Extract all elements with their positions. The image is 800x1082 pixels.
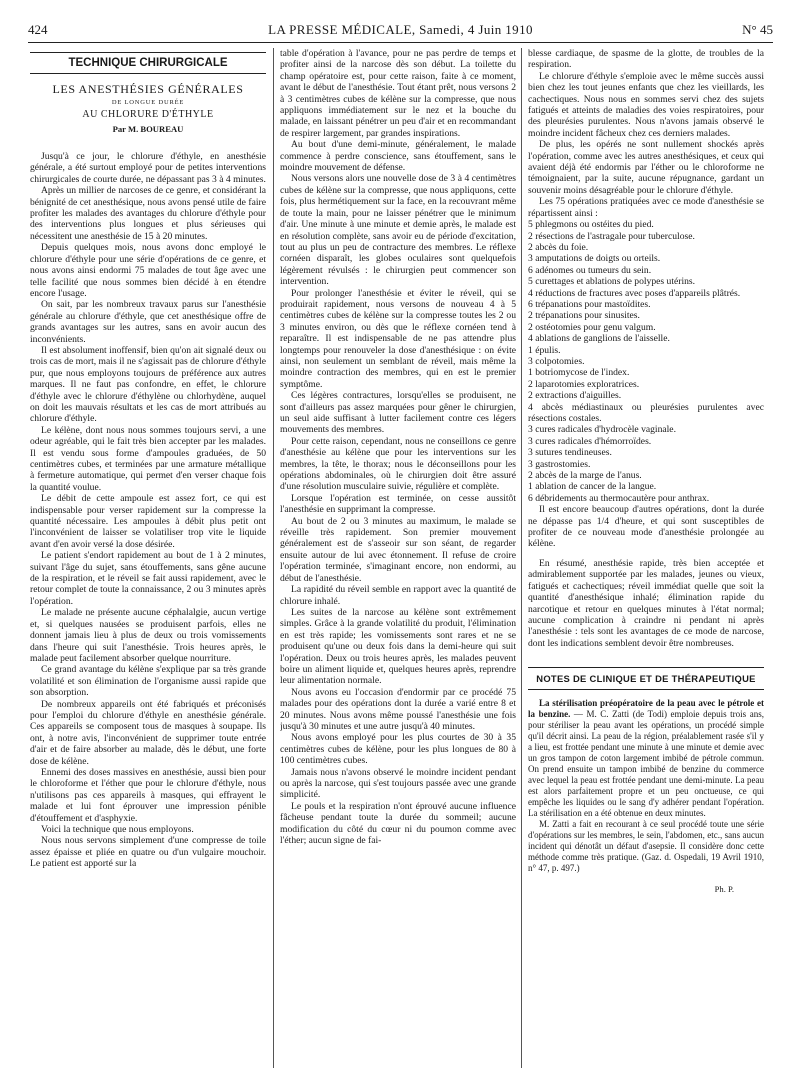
paragraph: table d'opération à l'avance, pour ne pas perdre de temps et profiter ainsi de la narcose dès son début. La toilette du champ opératoire est, pour cette raison, faite à ce moment, avant le début de l'anesthésie. Tout étant prêt, nous versons 2 à 3 centimètres cubes de kélène sur la compresse, que nous appliquons immédiatement sur le nez et la bouche du malade, en laissant pénétrer un peu d'air et en recommandant de respirer largement, par grandes inspirations.	[280, 48, 516, 139]
section-title: NOTES DE CLINIQUE ET DE THÉRAPEUTIQUE	[528, 667, 764, 689]
article-title: LES ANESTHÉSIES GÉNÉRALES	[52, 82, 244, 97]
list-item: 6 adénomes ou tumeurs du sein.	[528, 264, 652, 276]
paragraph: Le chlorure d'éthyle s'emploie avec le même succès aussi bien chez les tout jeunes enfants que chez les vieillards, les cachectiques. Nous nous en sommes servi chez des sujets fatigués et atteints de maladies des voies respiratoires, pour des pleurésies purulentes. Nous n'avons jamais observé le moindre incident fâcheux chez ces derniers malades.	[528, 70, 764, 139]
list-item: 3 sutures tendineuses.	[528, 447, 612, 459]
note-title: La stérilisation préopératoire de la peau avec le pétrole et la benzine.	[528, 697, 764, 719]
article-subtitle: AU CHLORURE D'ÉTHYLE	[82, 109, 214, 121]
page-header	[28, 22, 773, 42]
paragraph: blesse cardiaque, de spasme de la glotte, de troubles de la respiration.	[528, 48, 764, 71]
paragraph: Ce grand avantage du kélène s'explique par sa très grande volatilité et son élimination de l'organisme aussi rapide que son absorption.	[30, 664, 266, 699]
article-author: Par M. BOUREAU	[112, 123, 184, 134]
list-item: 2 trépanations pour sinusites.	[528, 310, 640, 322]
list-item: 1 épulis.	[528, 344, 561, 356]
paragraph: Le kélène, dont nous nous sommes toujours servi, a une odeur agréable, qui le fait très bien accepter par les malades. Il est vendu sous forme d'ampoules graduées, de 50 centimètres cubes, et terminées par une armature métallique à fermeture automatique, qui permet d'en verser chaque fois la quantité voulue.	[30, 424, 266, 493]
paragraph: Le pouls et la respiration n'ont éprouvé aucune influence fâcheuse pendant toute la durée du sommeil; aucune modification du côté du cœur ni du poumon comme avec l'éther; aucun signe de fai-	[280, 800, 516, 847]
list-item: 2 abcès de la marge de l'anus.	[528, 470, 642, 482]
paragraph: Jusqu'à ce jour, le chlorure d'éthyle, en anesthésie générale, a été surtout employé pour de petites interventions chirurgicales de courte durée, ne dépassant pas 3 à 4 minutes.	[30, 151, 266, 185]
list-item: 4 réductions de fractures avec poses d'appareils plâtrés.	[528, 287, 741, 299]
paragraph: Depuis quelques mois, nous avons donc employé le chlorure d'éthyle pour une série d'opérations de ce genre, et nous avons ainsi endormi 75 malades de tout âge avec une telle facilité que nous sommes bien décidé à en étendre encore l'usage.	[30, 242, 266, 299]
paragraph: Ces légères contractures, lorsqu'elles se produisent, ne sont d'ailleurs pas assez marquées pour gêner le chirurgien, un seul aide suffisant à lutter facilement contre ces légers mouvements des membres.	[280, 390, 516, 436]
list-item: 1 botriomycose de l'index.	[528, 367, 630, 379]
note-paragraph: M. Zatti a fait en recourant à ce seul procédé toute une série d'opérations sur les membres, le sein, l'abdomen, etc., sans aucun incident qui dénotât un défaut d'asepsie. Il considère donc cette méthode comme très pratique. (Gaz. d. Ospedali, 19 Avril 1910, n° 47, p. 497.)	[528, 818, 764, 873]
list-item: 1 ablation de cancer de la langue.	[528, 481, 657, 493]
paragraph: Le malade ne présente aucune céphalalgie, aucun vertige et, si quelques nausées se produisent parfois, elles ne donnent jamais lieu à plus de deux ou trois vomissements dans l'heure qui suit l'anesthésie. Trois heures après, le malade peut facilement absorber quelque nourriture.	[30, 607, 266, 664]
list-item: 5 curettages et ablations de polypes utérins.	[528, 276, 696, 288]
header-rule	[28, 42, 773, 43]
list-item: 3 cures radicales d'hydrocèle vaginale.	[528, 424, 676, 436]
paragraph: Les 75 opérations pratiquées avec ce mode d'anesthésie se répartissent ainsi :	[528, 196, 764, 219]
list-item: 6 débridements au thermocautère pour anthrax.	[528, 492, 710, 504]
column-1	[30, 48, 266, 1068]
paragraph: Au bout de 2 ou 3 minutes au maximum, le malade se réveille très rapidement. Son premier mouvement généralement est de s'asseoir sur son séant, de regarder ensuite autour de lui avec étonnement. Il refuse de croire l'opération terminée, s'imaginant encore, non endormi, au début de l'anesthésie.	[280, 515, 516, 584]
list-item: 4 abcès médiastinaux ou pleurésies purulentes avec résections costales.	[528, 401, 764, 424]
section-title: TECHNIQUE CHIRURGICALE	[30, 52, 266, 74]
paragraph: Pour prolonger l'anesthésie et éviter le réveil, qui se produirait rapidement, nous versons de nouveau 4 à 5 centimètres cubes de kélène sur la compresse toutes les 2 ou 3 minutes environ, ou dès que le réflexe cornéen tend à reparaître. Il est indispensable de ne pas attendre plus longtemps pour renouveler la dose d'anesthésique : on évite ainsi, non seulement un semblant de réveil, mais même la moindre contraction des membres, qui en est le premier symptôme.	[280, 287, 516, 390]
paragraph: Les suites de la narcose au kélène sont extrêmement simples. Grâce à la grande volatilité du produit, l'élimination en est très rapide; les vomissements sont rares et ne se produisent qu'une ou deux fois dans la demi-heure qui suit l'opération. Deux ou trois heures après, les malades peuvent boire un aliment liquide et, quelques heures après, reprendre leur alimentation normale.	[280, 606, 516, 687]
list-item: 2 ostéotomies pour genu valgum.	[528, 321, 656, 333]
paragraph: Le débit de cette ampoule est assez fort, ce qui est indispensable pour verser rapidement sur la compresse la quantité nécessaire. Les ampoules à débit plus petit ont l'inconvénient de laisser se volatiliser trop vite le liquide avant d'en avoir versé la dose désirée.	[30, 493, 266, 550]
column-3	[528, 48, 764, 1068]
paragraph: Jamais nous n'avons observé le moindre incident pendant ou après la narcose, qui s'est toujours passée avec une grande simplicité.	[280, 766, 516, 801]
summary-paragraph: En résumé, anesthésie rapide, très bien acceptée et admirablement supportée par les malades, jeunes ou vieux, fatigués et cachectiques; réveil immédiat quelle que soit la quantité d'anesthésique inhalé; élimination rapide du narcotique et retour en quelques minutes à l'état normal; aucune complication à craindre ni pendant ni après l'anesthésie : tels sont les avantages de ce mode de narcose, dont les indications semblent devoir être nombreuses.	[528, 557, 764, 649]
paragraph: Lorsque l'opération est terminée, on cesse aussitôt l'anesthésie en supprimant la compresse.	[280, 492, 516, 516]
paragraph: De plus, les opérés ne sont nullement shockés après l'opération, comme avec les autres anesthésiques, et ceux qui avaient déjà été endormis par l'éther ou le chloroforme ne témoignaient, par la suite, aucune répugnance, gardant un souvenir moins désagréable pour le chlorure d'éthyle.	[528, 139, 764, 196]
paragraph: De nombreux appareils ont été fabriqués et préconisés pour l'emploi du chlorure d'éthyle en anesthésie générale. Ces appareils se composent tous de masques à soupape. Ils ont, à notre avis, l'inconvénient de supprimer toute entrée d'air et de faire absorber au malade, dès le début, une forte dose de kélène.	[30, 698, 266, 767]
paragraph: Le patient s'endort rapidement au bout de 1 à 2 minutes, suivant l'âge du sujet, sans étouffements, sans gêne aucune de la respiration, et le réveil se fait aussi rapidement, avec le retour complet de toute la connaissance, 2 ou 3 minutes après l'opération.	[30, 550, 266, 607]
paragraph: Ennemi des doses massives en anesthésie, aussi bien pour le chloroforme et l'éther que pour le chlorure d'éthyle, nous n'utilisons pas ces appareils à masques, qui effrayent le malade et lui font éprouver une impression pénible d'étouffement et d'asphyxie.	[30, 766, 266, 824]
note-paragraph	[528, 698, 764, 819]
list-item: 2 extractions d'aiguilles.	[528, 390, 622, 402]
paragraph: On sait, par les nombreux travaux parus sur l'anesthésie générale au chlorure d'éthyle, que cet anesthésique offre de grands avantages sur les autres, sans en avoir aucun des inconvénients.	[30, 299, 266, 345]
paragraph: Pour cette raison, cependant, nous ne conseillons ce genre d'anesthésie au kélène que pour les interventions sur les membres, la tête, le thorax; nous le déconseillons pour les opérations abdominales, où le chirurgien doit être assuré d'une résolution musculaire suivie, régulière et complète.	[280, 435, 516, 493]
paragraph: Nous versons alors une nouvelle dose de 3 à 4 centimètres cubes de kélène sur la compresse, que nous appliquons, cette fois, plus hermétiquement sur la face, en la recouvrant même de toute la main, pour ne laisser pénétrer que le minimum d'air. Une minute à une minute et demie après, le malade est en résolution complète, sans avoir eu de période d'excitation, tout au plus un peu de contracture des membres. Le réflexe cornéen disparaît, les globes oculaires sont quelquefois légèrement révulsés : le chirurgien peut commencer son intervention.	[280, 173, 516, 288]
list-item: 3 amputations de doigts ou orteils.	[528, 253, 661, 265]
list-item: 6 trépanations pour mastoïdites.	[528, 298, 651, 310]
column-divider	[273, 48, 274, 1068]
list-item: 3 colpotomies.	[528, 355, 585, 367]
paragraph: Nous nous servons simplement d'une compresse de toile assez épaisse et pliée en quatre ou d'un vulgaire mouchoir. Le patient est apporté sur la	[30, 835, 266, 870]
column-divider	[521, 48, 522, 1068]
list-item: 3 gastrostomies.	[528, 458, 591, 470]
paragraph: Nous avons eu l'occasion d'endormir par ce procédé 75 malades pour des opérations dont la durée a varié entre 8 et 20 minutes. Nous avons même poussé l'anesthésie une fois jusqu'à 30 minutes et une autre jusqu'à 40 minutes.	[280, 686, 516, 732]
paragraph: Il est absolument inoffensif, bien qu'on ait signalé deux ou trois cas de mort, mais il ne s'agissait pas de chlorure d'éthyle pur, que nous employons toujours de préférence aux autres marques. Il ne faut pas confondre, en effet, le chlorure d'éthyle avec le chlorure d'éthylène ou chlorhydène, auquel on doit les mauvais résultats et les cas de mort attribués au chlorure d'éthyle.	[30, 344, 266, 425]
paragraph: Il est encore beaucoup d'autres opérations, dont la durée ne dépasse pas 1/4 d'heure, et qui sont susceptibles de profiter de ce nouveau mode d'anesthésie prolongée au kélène.	[528, 504, 764, 550]
paragraph: Voici la technique que nous employons.	[41, 824, 194, 835]
paragraph: Nous avons employé pour les plus courtes de 30 à 35 centimètres cubes de kélène, pour les plus longues de 80 à 100 centimètres cubes.	[280, 732, 516, 767]
issue-number: N° 45	[742, 22, 773, 37]
article-subtitle-small: DE LONGUE DURÉE	[111, 98, 185, 106]
list-item: 3 cures radicales d'hémorroïdes.	[528, 435, 652, 447]
newspaper-title: LA PRESSE MÉDICALE, Samedi, 4 Juin 1910	[268, 22, 533, 37]
note-body: — M. C. Zatti (de Todi) emploie depuis trois ans, pour stériliser la peau avant les opérations, un procédé simple qu'il décrit ainsi. La peau de la région, préalablement rasée s'il y a lieu, est frottée pendant une minute à une minute et demie avec un gros tampon de coton largement imbibé de pétrole commun. On prend ensuite un tampon imbibé de benzine du commerce avec lequel la peau est frottée pendant une demi-minute. La peau est alors parfaitement propre et un peu onctueuse, ce qui empêche les liquides ou le sang d'y adhérer pendant l'opération. La stérilisation en a été obtenue en deux minutes.	[528, 708, 764, 818]
paragraph: La rapidité du réveil semble en rapport avec la quantité de chlorure inhalé.	[280, 584, 516, 607]
page-number: 424	[28, 22, 48, 37]
list-item: 4 ablations de ganglions de l'aisselle.	[528, 333, 670, 345]
paragraph: Au bout d'une demi-minute, généralement, le malade commence à perdre conscience, sans étouffement, sans le moindre mouvement de défense.	[280, 139, 516, 174]
signature: Ph. P.	[714, 883, 734, 894]
list-item: 2 laparotomies exploratrices.	[528, 378, 640, 390]
paragraph: Après un millier de narcoses de ce genre, et considérant la bénignité de cet anesthésique, nous avons pensé utile de faire profiter les malades des avantages du chlorure d'éthyle pour des interventions plus longues et plus sérieuses qui nécessitent une anesthésie de 15 à 20 minutes.	[30, 185, 266, 242]
column-2	[280, 48, 516, 1068]
list-item: 5 phlegmons ou ostéites du pied.	[528, 219, 654, 231]
list-item: 2 résections de l'astragale pour tuberculose.	[528, 230, 695, 242]
list-item: 2 abcès du foie.	[528, 241, 589, 253]
operations-list	[528, 219, 764, 504]
